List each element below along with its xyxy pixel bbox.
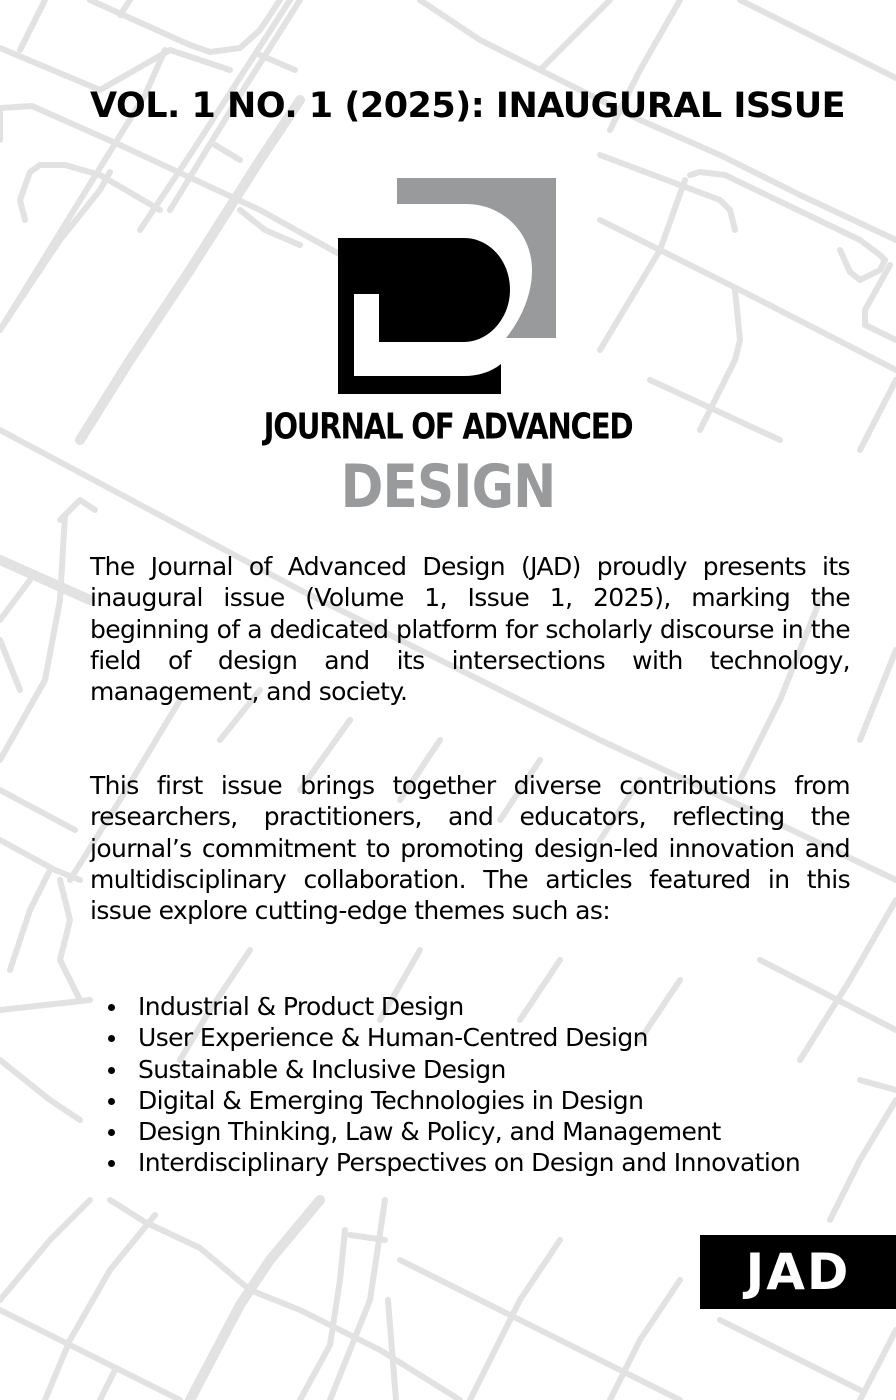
theme-label: Sustainable & Inclusive Design xyxy=(138,1054,506,1084)
map-street xyxy=(690,172,885,260)
map-street xyxy=(20,0,45,50)
map-street xyxy=(0,560,90,600)
map-street xyxy=(0,640,20,690)
map-street xyxy=(600,155,735,230)
map-street xyxy=(600,220,896,370)
bullet-icon xyxy=(108,1067,115,1074)
map-street xyxy=(45,1215,155,1400)
map-street xyxy=(740,0,896,78)
map-street xyxy=(110,1200,460,1400)
map-street xyxy=(650,380,780,440)
bullet-icon xyxy=(108,1098,115,1105)
map-street xyxy=(0,1000,90,1010)
logo-wordmark-line2: DESIGN xyxy=(340,452,556,522)
theme-label: Interdisciplinary Perspectives on Design and Innovation xyxy=(138,1148,801,1178)
theme-item xyxy=(90,1085,850,1116)
map-street xyxy=(388,1300,396,1400)
theme-item xyxy=(90,1022,850,1053)
map-street xyxy=(0,48,230,90)
map-street xyxy=(100,1370,115,1400)
map-street xyxy=(0,1310,180,1400)
jad-badge xyxy=(700,1235,896,1309)
map-street xyxy=(540,0,610,70)
jad-logo-icon xyxy=(338,178,558,396)
theme-item xyxy=(90,991,850,1022)
map-street xyxy=(10,870,50,970)
map-street xyxy=(0,1060,80,1120)
map-street xyxy=(0,1200,90,1300)
bullet-icon xyxy=(108,1004,115,1011)
bullet-icon xyxy=(108,1160,115,1167)
bullet-icon xyxy=(108,1129,115,1136)
themes-list xyxy=(90,991,850,1179)
map-street xyxy=(0,840,80,880)
map-street xyxy=(20,165,40,220)
map-street xyxy=(190,1200,320,1400)
map-street xyxy=(600,180,685,350)
map-street xyxy=(860,380,896,450)
theme-label: User Experience & Human-Centred Design xyxy=(138,1023,648,1053)
logo-wordmark-line1: JOURNAL OF ADVANCED xyxy=(263,406,633,448)
theme-label: Digital & Emerging Technologies in Design xyxy=(138,1085,644,1115)
theme-item xyxy=(90,1147,850,1178)
map-street xyxy=(0,515,65,760)
contributions-paragraph: This first issue brings together diverse contributions from researchers, practitioners, and educators, reflecting the journal’s commitment to promoting design-led innovation and multidisciplinary collaboration. The articles featured in this issue explore cutting-edge themes such as: xyxy=(90,771,850,926)
badge-label: JAD xyxy=(745,1243,851,1301)
theme-item xyxy=(90,1054,850,1085)
theme-item xyxy=(90,1116,850,1147)
intro-paragraph: The Journal of Advanced Design (JAD) proudly presents its inaugural issue (Volume 1, Issue 1, 2025), marking the beginning of a dedicated platform for scholarly discourse in the field of design and its intersections with technology, management, and society. xyxy=(90,552,850,707)
map-street xyxy=(860,1330,896,1400)
theme-label: Design Thinking, Law & Policy, and Management xyxy=(138,1117,721,1147)
bullet-icon xyxy=(108,1035,115,1042)
map-street xyxy=(720,1320,860,1390)
map-street xyxy=(400,1260,680,1400)
map-street xyxy=(120,0,130,15)
map-street xyxy=(0,790,75,830)
map-street xyxy=(0,172,110,330)
map-street xyxy=(860,1080,896,1090)
map-street xyxy=(860,650,896,740)
map-street xyxy=(60,880,80,1000)
map-street xyxy=(0,580,30,620)
issue-title: VOL. 1 NO. 1 (2025): INAUGURAL ISSUE xyxy=(90,86,846,126)
map-street xyxy=(90,0,280,52)
map-street xyxy=(260,55,295,70)
map-street xyxy=(215,145,240,160)
theme-label: Industrial & Product Design xyxy=(138,992,464,1021)
